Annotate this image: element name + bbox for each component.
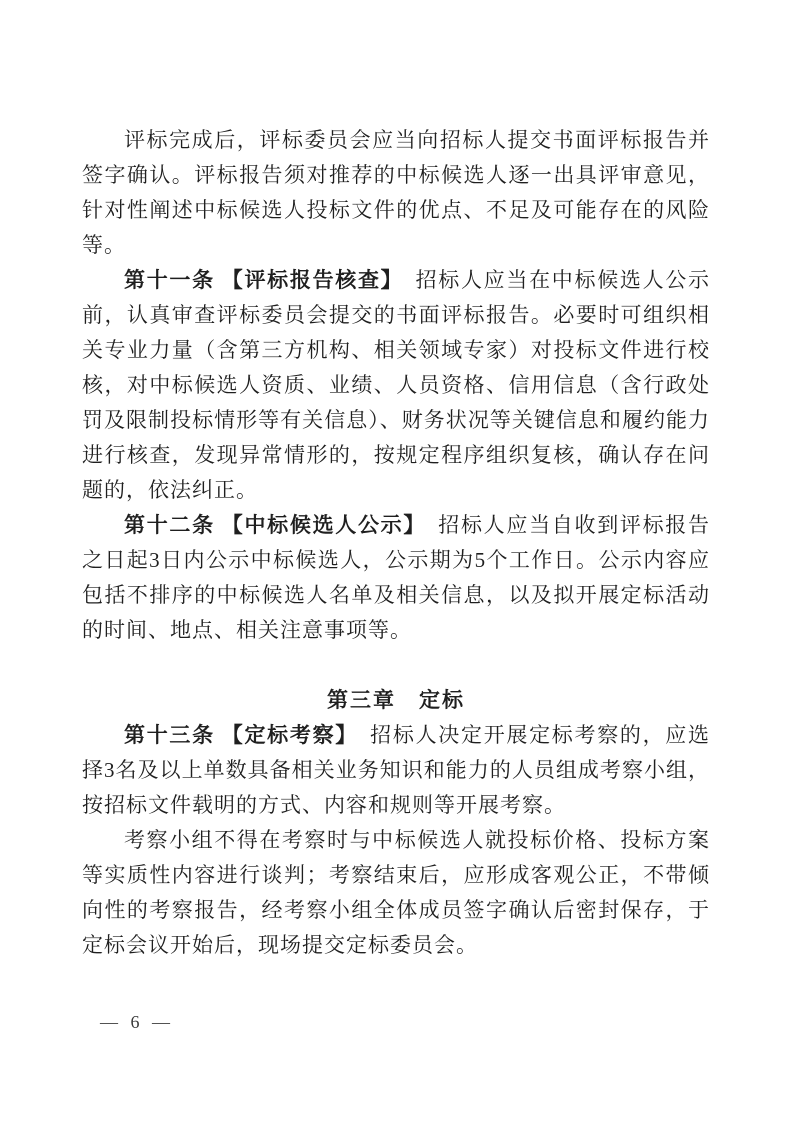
body-text: 招标人决定开展定标考察的，应选择3名及以上单数具备相关业务知识和能力的人员组成考察小组，按招标文件载明的方式、内容和规则等开展考察。 (82, 723, 711, 817)
document-content (82, 123, 710, 963)
chapter-title-text: 第三章 定标 (327, 688, 465, 712)
article-heading-text: 第十三条 【定标考察】 (124, 723, 348, 747)
page-number: — 6 — (100, 1012, 174, 1032)
body-text: 招标人应当自收到评标报告之日起3日内公示中标候选人，公示期为5个工作日。公示内容应包括不排序的中标候选人名单及相关信息，以及拟开展定标活动的时间、地点、相关注意事项等。 (82, 513, 711, 642)
body-text: 招标人应当在中标候选人公示前，认真审查评标委员会提交的书面评标报告。必要时可组织相关专业力量（含第三方机构、相关领域专家）对投标文件进行校核，对中标候选人资质、业绩、人员资格、信用信息（含行政处罚及限制投标情形等有关信息）、财务状况等关键信息和履约能力进行核查，发现异常情形的，按规定程序组织复核，确认存在问题的，依法纠正。 (82, 268, 710, 502)
paragraph (82, 508, 710, 648)
article-heading-text: 第十一条 【评标报告核查】 (124, 268, 393, 292)
paragraph (82, 123, 710, 263)
paragraph (82, 263, 710, 508)
paragraph (82, 823, 710, 963)
body-text: 考察小组不得在考察时与中标候选人就投标价格、投标方案等实质性内容进行谈判；考察结束后，应形成客观公正，不带倾向性的考察报告，经考察小组全体成员签字确认后密封保存，于定标会议开始后，现场提交定标委员会。 (82, 828, 710, 957)
chapter-heading (82, 683, 710, 718)
paragraph (82, 718, 710, 823)
page-footer (100, 1012, 174, 1033)
body-text: 评标完成后，评标委员会应当向招标人提交书面评标报告并签字确认。评标报告须对推荐的中标候选人逐一出具评审意见，针对性阐述中标候选人投标文件的优点、不足及可能存在的风险等。 (82, 128, 710, 257)
article-heading-text: 第十二条 【中标候选人公示】 (124, 513, 416, 537)
